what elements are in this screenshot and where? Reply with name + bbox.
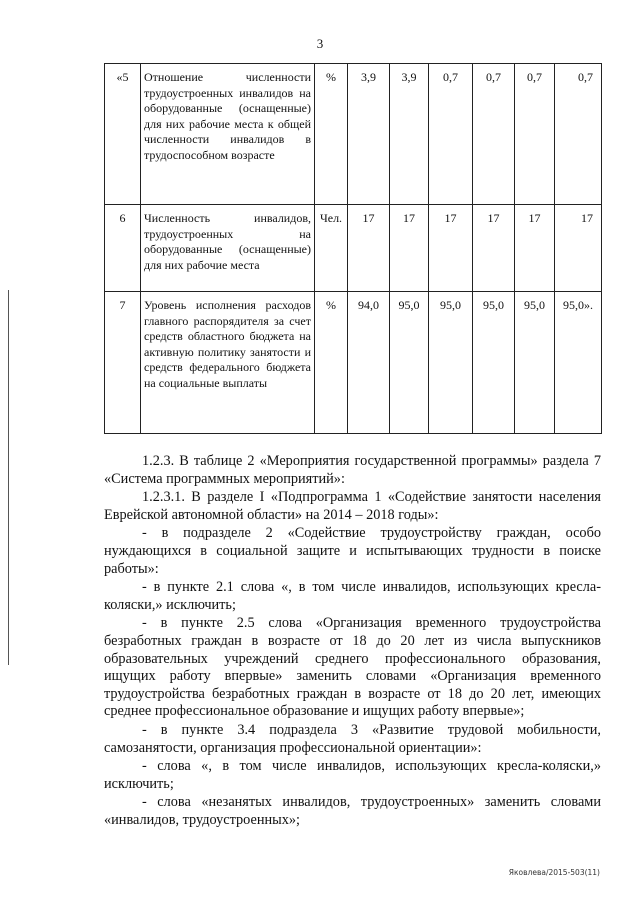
value-cell: 17 (473, 205, 515, 292)
paragraph: - в подразделе 2 «Содействие трудоустройству граждан, особо нуждающихся в социальной защите и испытывающих трудности в поиске работы»: (104, 525, 601, 577)
paragraph: - в пункте 2.1 слова «, в том числе инвалидов, использующих кресла-коляски,» исключить; (104, 579, 601, 613)
row-number: «5 (105, 64, 141, 205)
value-cell: 95,0 (515, 292, 555, 434)
value-cell: 0,7 (473, 64, 515, 205)
paragraph: - в пункте 2.5 слова «Организация временного трудоустройства безработных граждан в возрасте от 18 до 20 лет из числа выпускников образовательных учреждений среднего профессионального образования, ищущих работу впервые» заменить словами «Организация временного трудоустройства безработных граждан в возрасте от 18 до 20 лет, имеющих среднее профессиональное образование и ищущих работу впервые»; (104, 615, 601, 720)
indicators-table (104, 63, 602, 434)
value-cell: 17 (429, 205, 473, 292)
margin-rule (8, 290, 9, 665)
paragraph: 1.2.3. В таблице 2 «Мероприятия государственной программы» раздела 7 «Система программных мероприятий»: (104, 453, 601, 487)
paragraph: - слова «, в том числе инвалидов, использующих кресла-коляски,» исключить; (104, 758, 601, 792)
value-cell: 95,0 (429, 292, 473, 434)
table-row (105, 205, 602, 292)
paragraph: 1.2.3.1. В разделе I «Подпрограмма 1 «Содействие занятости населения Еврейской автономной области» на 2014 – 2018 годы»: (104, 489, 601, 523)
row-number: 6 (105, 205, 141, 292)
value-cell: 0,7 (429, 64, 473, 205)
table-row (105, 292, 602, 434)
value-cell: 3,9 (348, 64, 390, 205)
value-cell: 17 (515, 205, 555, 292)
value-cell: 94,0 (348, 292, 390, 434)
value-cell: 17 (390, 205, 429, 292)
page-number: 3 (316, 36, 324, 51)
value-cell: 0,7 (515, 64, 555, 205)
value-cell: 95,0 (473, 292, 515, 434)
unit-cell: % (315, 292, 348, 434)
unit-cell: % (315, 64, 348, 205)
value-cell: 3,9 (390, 64, 429, 205)
indicator-name: Уровень исполнения расходов главного распорядителя за счет средств областного бюджета на активную политику занятости и средств федерального бюджета на социальные выплаты (141, 292, 315, 434)
row-number: 7 (105, 292, 141, 434)
document-body (104, 453, 601, 830)
value-cell: 17 (555, 205, 602, 292)
footer-code: Яковлева/2015-503(11) (508, 868, 600, 877)
indicator-name: Численность инвалидов, трудоустроенных на оборудованные (оснащенные) для них рабочие места (141, 205, 315, 292)
unit-cell: Чел. (315, 205, 348, 292)
value-cell: 17 (348, 205, 390, 292)
value-cell: 95,0 (390, 292, 429, 434)
indicator-name: Отношение численности трудоустроенных инвалидов на оборудованные (оснащенные) для них рабочие места к общей численности инвалидов в трудоспособном возрасте (141, 64, 315, 205)
value-cell: 0,7 (555, 64, 602, 205)
value-cell: 95,0». (555, 292, 602, 434)
table-row (105, 64, 602, 205)
paragraph: - в пункте 3.4 подраздела 3 «Развитие трудовой мобильности, самозанятости, организация профессиональной ориентации»: (104, 721, 601, 756)
paragraph: - слова «незанятых инвалидов, трудоустроенных» заменить словами «инвалидов, трудоустроенных»; (104, 794, 601, 828)
